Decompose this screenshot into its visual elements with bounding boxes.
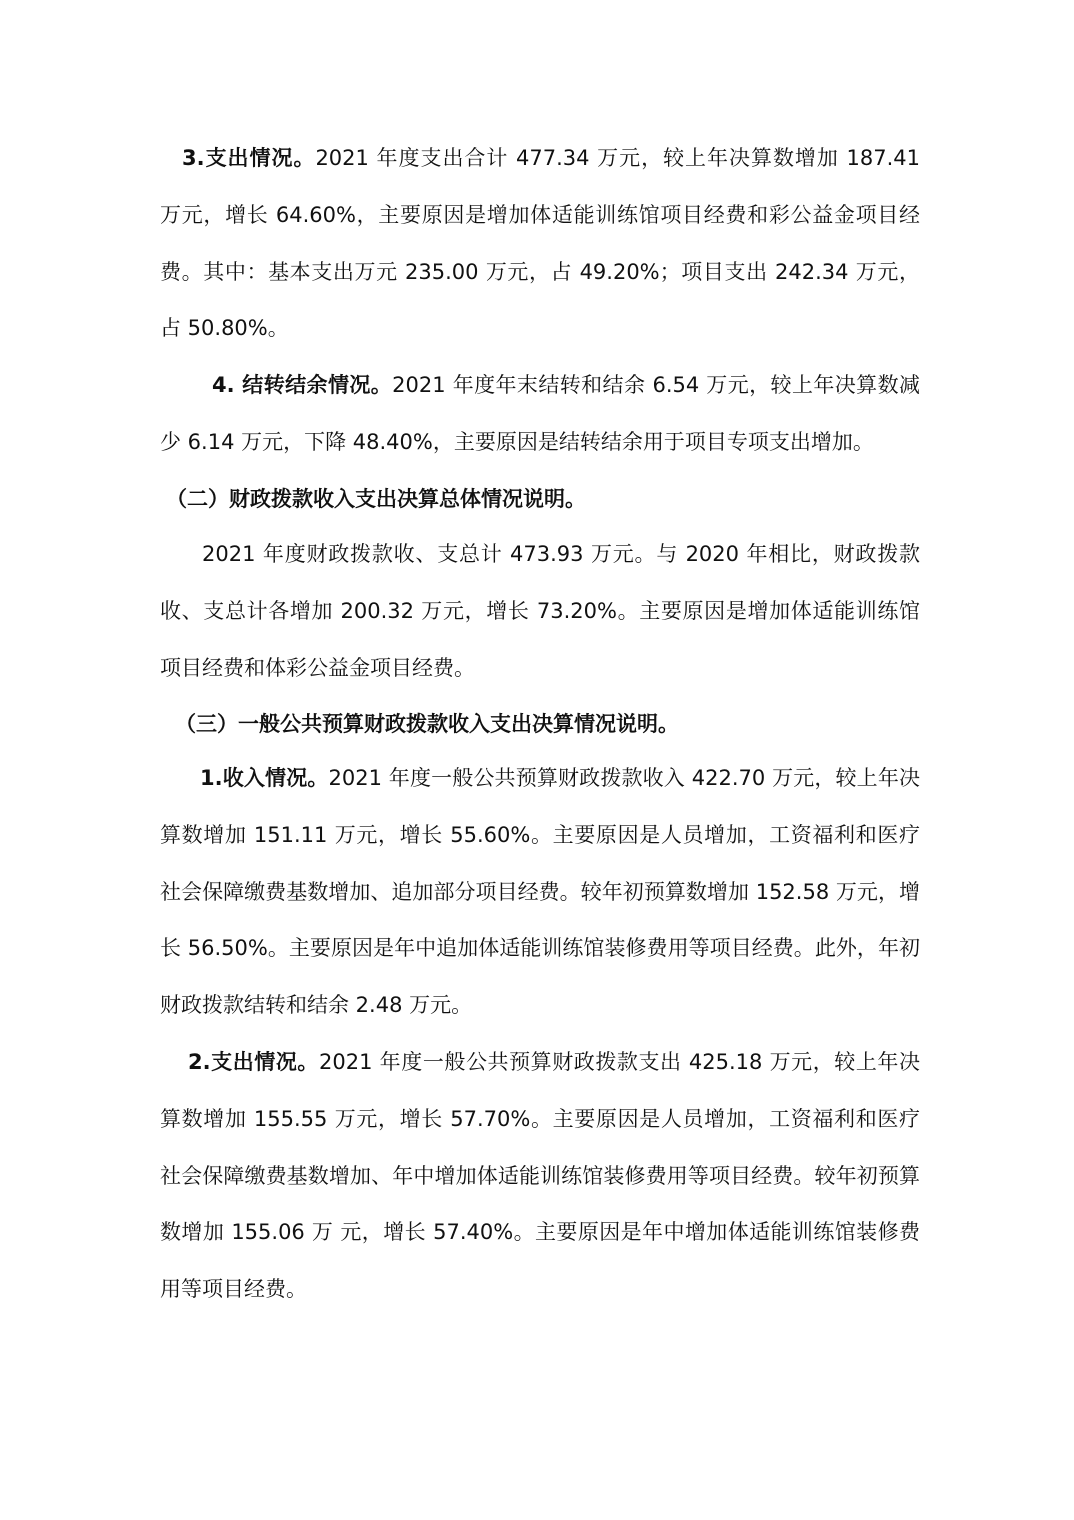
paragraph-text: 2021 年度一般公共预算财政拨款支出 425.18 万元，较上年决算数增加 155.55 万元，增长 57.70%。主要原因是人员增加，工资福利和医疗社会保障缴费基数增加、年中增加体适能训练馆装修费用等项目经费。较年初预算数增加 155.06 万 元，增长 57.40%。主要原因是年中增加体适能训练馆装修费用等项目经费。 (160, 1050, 920, 1302)
paragraph-lead: 3.支出情况。 (182, 146, 316, 170)
paragraph-fiscal-overview (160, 526, 920, 696)
section-heading-2: （二）财政拨款收入支出决算总体情况说明。 (166, 487, 586, 511)
section-heading-3: （三）一般公共预算财政拨款收入支出决算情况说明。 (175, 712, 679, 736)
paragraph-income (160, 750, 920, 1034)
paragraph-text: 2021 年度年末结转和结余 6.54 万元，较上年决算数减少 6.14 万元，下降 48.40%，主要原因是结转结余用于项目专项支出增加。 (160, 373, 920, 454)
paragraph-lead: 4. 结转结余情况。 (212, 373, 393, 397)
paragraph-expenditure (160, 130, 920, 357)
paragraph-lead: 2.支出情况。 (188, 1050, 319, 1074)
paragraph-carryover (160, 357, 920, 471)
paragraph-text: 2021 年度一般公共预算财政拨款收入 422.70 万元，较上年决算数增加 151.11 万元，增长 55.60%。主要原因是人员增加，工资福利和医疗社会保障缴费基数增加、追加部分项目经费。较年初预算数增加 152.58 万元，增长 56.50%。主要原因是年中追加体适能训练馆装修费用等项目经费。此外，年初财政拨款结转和结余 2.48 万元。 (160, 766, 920, 1018)
paragraph-lead: 1.收入情况。 (200, 766, 329, 790)
paragraph-text: 2021 年度支出合计 477.34 万元，较上年决算数增加 187.41 万元，增长 64.60%，主要原因是增加体适能训练馆项目经费和彩公益金项目经费。其中：基本支出万元 235.00 万元，占 49.20%；项目支出 242.34 万元，占 50.80%。 (160, 146, 920, 341)
paragraph-general-expenditure (160, 1034, 920, 1318)
paragraph-text: 2021 年度财政拨款收、支总计 473.93 万元。与 2020 年相比，财政拨款收、支总计各增加 200.32 万元，增长 73.20%。主要原因是增加体适能训练馆项目经费和体彩公益金项目经费。 (160, 542, 920, 680)
